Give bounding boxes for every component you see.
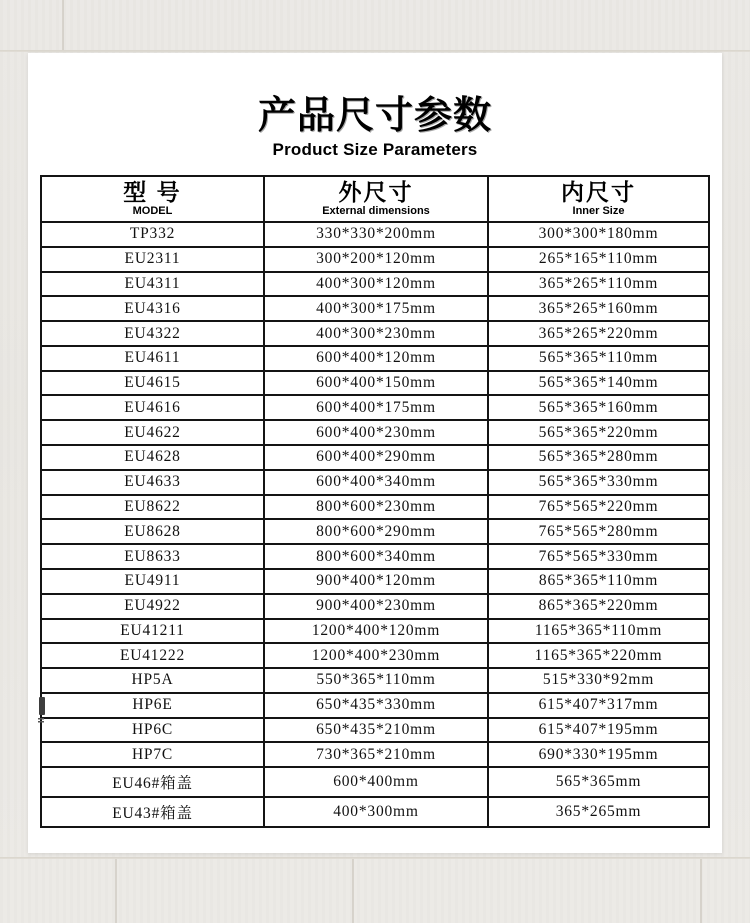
- cell-external-dimensions: 900*400*230mm: [264, 594, 488, 619]
- table-row: [41, 495, 709, 520]
- column-header-inner: [488, 176, 709, 222]
- cell-external-dimensions: 800*600*340mm: [264, 544, 488, 569]
- cell-inner-size: 365*265*110mm: [488, 272, 709, 297]
- cell-external-dimensions: 1200*400*120mm: [264, 619, 488, 644]
- cell-inner-size: 565*365*330mm: [488, 470, 709, 495]
- cell-model: EU2311: [41, 247, 264, 272]
- cell-model: EU4616: [41, 395, 264, 420]
- cell-inner-size: 865*365*220mm: [488, 594, 709, 619]
- cell-external-dimensions: 330*330*200mm: [264, 222, 488, 247]
- cell-inner-size: 1165*365*220mm: [488, 643, 709, 668]
- cell-external-dimensions: 900*400*120mm: [264, 569, 488, 594]
- table-row: [41, 371, 709, 396]
- cell-inner-size: 865*365*110mm: [488, 569, 709, 594]
- table-row: [41, 742, 709, 767]
- table-body: [41, 222, 709, 827]
- cell-inner-size: 565*365*280mm: [488, 445, 709, 470]
- cell-external-dimensions: 600*400*150mm: [264, 371, 488, 396]
- column-header-inner-en: Inner Size: [572, 205, 625, 218]
- table-row: [41, 668, 709, 693]
- page-title: 产品尺寸参数: [257, 95, 492, 137]
- table-row: [41, 247, 709, 272]
- column-header-model: [41, 176, 264, 222]
- cell-inner-size: 565*365*160mm: [488, 395, 709, 420]
- cell-inner-size: 365*265*160mm: [488, 296, 709, 321]
- cell-model: EU4615: [41, 371, 264, 396]
- wall-mortar-joint: [115, 859, 117, 923]
- column-header-external-cn: 外尺寸: [338, 178, 414, 205]
- table-row: [41, 395, 709, 420]
- table-header-row: [41, 176, 709, 222]
- cell-model: HP6E: [41, 693, 264, 718]
- cell-external-dimensions: 550*365*110mm: [264, 668, 488, 693]
- cell-model: EU46#箱盖: [41, 767, 264, 797]
- cell-model: EU4628: [41, 445, 264, 470]
- cell-inner-size: 365*265mm: [488, 797, 709, 827]
- cell-model: EU41222: [41, 643, 264, 668]
- table-row: [41, 643, 709, 668]
- cell-inner-size: 765*565*330mm: [488, 544, 709, 569]
- column-header-external-en: External dimensions: [322, 205, 430, 218]
- table-row: [41, 693, 709, 718]
- cell-inner-size: 615*407*317mm: [488, 693, 709, 718]
- table-row: [41, 544, 709, 569]
- table-row: [41, 445, 709, 470]
- page-subtitle: Product Size Parameters: [272, 139, 478, 159]
- cell-model: EU4611: [41, 346, 264, 371]
- cell-external-dimensions: 1200*400*230mm: [264, 643, 488, 668]
- cell-inner-size: 265*165*110mm: [488, 247, 709, 272]
- cell-external-dimensions: 600*400*120mm: [264, 346, 488, 371]
- cell-external-dimensions: 600*400mm: [264, 767, 488, 797]
- cell-model: EU8633: [41, 544, 264, 569]
- column-header-inner-cn: 内尺寸: [561, 178, 636, 205]
- cell-inner-size: 565*365*140mm: [488, 371, 709, 396]
- cell-model: EU4622: [41, 420, 264, 445]
- cell-external-dimensions: 400*300*230mm: [264, 321, 488, 346]
- cell-inner-size: 1165*365*110mm: [488, 619, 709, 644]
- table-row: [41, 767, 709, 797]
- table-row: [41, 619, 709, 644]
- size-parameters-table: [40, 175, 710, 828]
- cell-external-dimensions: 400*300mm: [264, 797, 488, 827]
- photo-artifact-mark: [38, 718, 44, 724]
- cell-model: EU8628: [41, 519, 264, 544]
- cell-external-dimensions: 600*400*340mm: [264, 470, 488, 495]
- photo-artifact-blob: [39, 697, 45, 715]
- cell-inner-size: 690*330*195mm: [488, 742, 709, 767]
- cell-inner-size: 365*265*220mm: [488, 321, 709, 346]
- cell-external-dimensions: 800*600*290mm: [264, 519, 488, 544]
- cell-inner-size: 300*300*180mm: [488, 222, 709, 247]
- cell-model: EU8622: [41, 495, 264, 520]
- cell-inner-size: 765*565*220mm: [488, 495, 709, 520]
- wall-mortar-joint: [62, 0, 64, 50]
- cell-external-dimensions: 650*435*330mm: [264, 693, 488, 718]
- cell-model: EU4322: [41, 321, 264, 346]
- wall-mortar-joint: [352, 859, 354, 923]
- table-row: [41, 519, 709, 544]
- wall-mortar-line-top: [0, 50, 750, 52]
- wall-mortar-line-bottom: [0, 857, 750, 859]
- cell-model: HP7C: [41, 742, 264, 767]
- cell-model: EU4922: [41, 594, 264, 619]
- cell-model: EU4633: [41, 470, 264, 495]
- cell-model: EU41211: [41, 619, 264, 644]
- table-row: [41, 594, 709, 619]
- cell-model: EU4311: [41, 272, 264, 297]
- table-row: [41, 321, 709, 346]
- table-row: [41, 272, 709, 297]
- table-row: [41, 222, 709, 247]
- cell-inner-size: 765*565*280mm: [488, 519, 709, 544]
- table-row: [41, 346, 709, 371]
- table-row: [41, 420, 709, 445]
- cell-external-dimensions: 400*300*120mm: [264, 272, 488, 297]
- cell-inner-size: 565*365*220mm: [488, 420, 709, 445]
- table-row: [41, 470, 709, 495]
- cell-model: TP332: [41, 222, 264, 247]
- cell-external-dimensions: 650*435*210mm: [264, 718, 488, 743]
- column-header-model-cn: 型 号: [123, 178, 182, 205]
- cell-model: EU4911: [41, 569, 264, 594]
- cell-inner-size: 615*407*195mm: [488, 718, 709, 743]
- cell-inner-size: 565*365*110mm: [488, 346, 709, 371]
- cell-model: EU43#箱盖: [41, 797, 264, 827]
- column-header-external: [264, 176, 488, 222]
- cell-model: HP5A: [41, 668, 264, 693]
- cell-external-dimensions: 800*600*230mm: [264, 495, 488, 520]
- cell-model: HP6C: [41, 718, 264, 743]
- table-row: [41, 569, 709, 594]
- cell-model: EU4316: [41, 296, 264, 321]
- cell-external-dimensions: 400*300*175mm: [264, 296, 488, 321]
- cell-external-dimensions: 730*365*210mm: [264, 742, 488, 767]
- cell-external-dimensions: 600*400*230mm: [264, 420, 488, 445]
- cell-inner-size: 515*330*92mm: [488, 668, 709, 693]
- table-row: [41, 797, 709, 827]
- spec-sheet-paper: [28, 53, 722, 853]
- wall-mortar-joint: [700, 859, 702, 923]
- cell-external-dimensions: 600*400*175mm: [264, 395, 488, 420]
- table-row: [41, 718, 709, 743]
- column-header-model-en: MODEL: [132, 205, 173, 218]
- cell-inner-size: 565*365mm: [488, 767, 709, 797]
- cell-external-dimensions: 300*200*120mm: [264, 247, 488, 272]
- cell-external-dimensions: 600*400*290mm: [264, 445, 488, 470]
- table-row: [41, 296, 709, 321]
